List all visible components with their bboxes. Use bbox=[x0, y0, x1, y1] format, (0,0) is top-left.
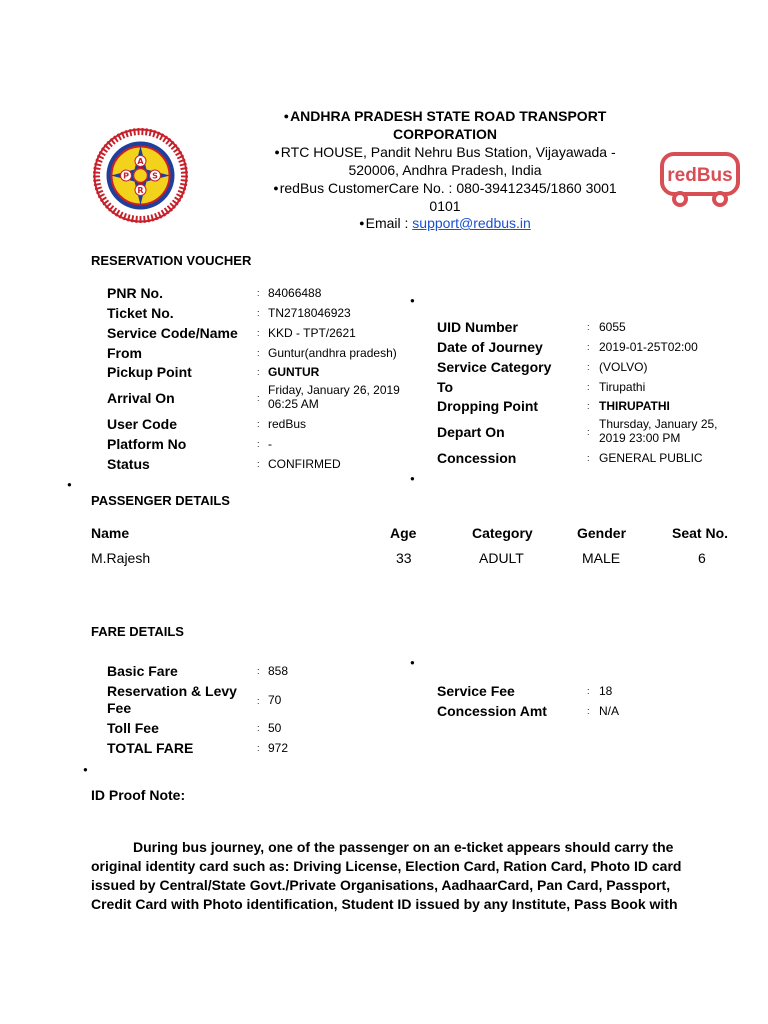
label-status: Status bbox=[107, 456, 150, 472]
value-ticket: TN2718046923 bbox=[268, 306, 351, 320]
passenger-seat-no: 6 bbox=[698, 550, 706, 566]
label-total-fare: TOTAL FARE bbox=[107, 740, 194, 756]
bullet-dot: ● bbox=[410, 474, 415, 483]
column-header-name: Name bbox=[91, 525, 130, 541]
label-service-category: Service Category bbox=[437, 359, 552, 375]
bullet-dot: ● bbox=[83, 765, 88, 774]
org-name: ●ANDHRA PRADESH STATE ROAD TRANSPORT CORPORATION bbox=[283, 108, 607, 142]
svg-text:S: S bbox=[152, 171, 158, 181]
id-proof-title: ID Proof Note: bbox=[91, 787, 186, 803]
value-service-category: (VOLVO) bbox=[599, 360, 648, 374]
fare-details-title: FARE DETAILS bbox=[91, 624, 184, 639]
value-depart-on: Thursday, January 25, 2019 23:00 PM bbox=[599, 417, 718, 445]
bullet-dot: ● bbox=[410, 658, 415, 667]
reservation-voucher-title: RESERVATION VOUCHER bbox=[91, 253, 252, 268]
value-user-code: redBus bbox=[268, 417, 307, 431]
passenger-gender: MALE bbox=[582, 550, 621, 566]
org-address: ●RTC HOUSE, Pandit Nehru Bus Station, Vijayawada - 520006, Andhra Pradesh, India bbox=[274, 144, 616, 178]
passenger-age: 33 bbox=[396, 550, 412, 566]
passenger-category: ADULT bbox=[479, 550, 524, 566]
label-pnr: PNR No. bbox=[107, 285, 163, 301]
value-service-fee: 18 bbox=[599, 684, 613, 698]
bullet-dot: ● bbox=[410, 296, 415, 305]
label-pickup-point: Pickup Point bbox=[107, 364, 192, 380]
label-concession-amt: Concession Amt bbox=[437, 703, 547, 719]
email-line: ●Email : support@redbus.in bbox=[359, 215, 531, 231]
label-service-code: Service Code/Name bbox=[107, 325, 238, 341]
value-concession: GENERAL PUBLIC bbox=[599, 451, 703, 465]
value-arrival-on: Friday, January 26, 2019 06:25 AM bbox=[268, 383, 400, 411]
value-service-code: KKD - TPT/2621 bbox=[268, 326, 356, 340]
label-depart-on: Depart On bbox=[437, 424, 505, 440]
column-header-gender: Gender bbox=[577, 525, 627, 541]
value-date-of-journey: 2019-01-25T02:00 bbox=[599, 340, 698, 354]
label-ticket: Ticket No. bbox=[107, 305, 174, 321]
label-toll-fee: Toll Fee bbox=[107, 720, 159, 736]
value-platform-no: - bbox=[268, 437, 272, 451]
label-dropping-point: Dropping Point bbox=[437, 398, 539, 414]
column-header-age: Age bbox=[390, 525, 417, 541]
label-service-fee: Service Fee bbox=[437, 683, 515, 699]
value-uid-number: 6055 bbox=[599, 320, 626, 334]
label-arrival-on: Arrival On bbox=[107, 390, 175, 406]
bullet-dot: ● bbox=[67, 480, 72, 489]
label-uid-number: UID Number bbox=[437, 319, 518, 335]
column-header-seat-no: Seat No. bbox=[672, 525, 729, 541]
apsrtc-logo bbox=[93, 128, 188, 223]
svg-text:P: P bbox=[123, 171, 129, 181]
svg-text:redBus: redBus bbox=[667, 165, 733, 186]
label-date-of-journey: Date of Journey bbox=[437, 339, 543, 355]
value-concession-amt: N/A bbox=[599, 704, 620, 718]
label-to: To bbox=[437, 379, 454, 395]
value-basic-fare: 858 bbox=[268, 664, 289, 678]
svg-text:R: R bbox=[137, 186, 144, 195]
passenger-details-title: PASSENGER DETAILS bbox=[91, 493, 230, 508]
column-header-category: Category bbox=[472, 525, 533, 541]
value-toll-fee: 50 bbox=[268, 721, 282, 735]
id-proof-note: During bus journey, one of the passenger on an e-ticket appears should carry the original identity card such as: Driving License, Election Card, Ration Card, Photo ID card issued by Central/State Govt./Private Organisations, AadhaarCard, Pan Card, Passport, Credit Card with Photo identification, Student ID issued by any Institute, Pass Book with bbox=[91, 839, 682, 912]
customer-care: ●redBus CustomerCare No. : 080-39412345/1860 3001 0101 bbox=[273, 180, 617, 214]
passenger-name: M.Rajesh bbox=[91, 550, 151, 566]
value-pickup-point: GUNTUR bbox=[268, 365, 320, 379]
value-from: Guntur(andhra pradesh) bbox=[268, 346, 397, 360]
email-link[interactable]: support@redbus.in bbox=[412, 215, 531, 231]
label-basic-fare: Basic Fare bbox=[107, 663, 178, 679]
value-to: Tirupathi bbox=[599, 380, 646, 394]
label-concession: Concession bbox=[437, 450, 517, 466]
label-platform-no: Platform No bbox=[107, 436, 187, 452]
label-reservation-levy-fee: Reservation & Levy Fee bbox=[107, 683, 237, 716]
value-status: CONFIRMED bbox=[268, 457, 341, 471]
label-from: From bbox=[107, 345, 142, 361]
value-total-fare: 972 bbox=[268, 741, 289, 755]
svg-text:A: A bbox=[137, 157, 144, 166]
label-user-code: User Code bbox=[107, 416, 178, 432]
value-reservation-levy-fee: 70 bbox=[268, 693, 282, 707]
value-dropping-point: THIRUPATHI bbox=[599, 399, 670, 413]
redbus-logo bbox=[660, 150, 742, 208]
value-pnr: 84066488 bbox=[268, 286, 322, 300]
